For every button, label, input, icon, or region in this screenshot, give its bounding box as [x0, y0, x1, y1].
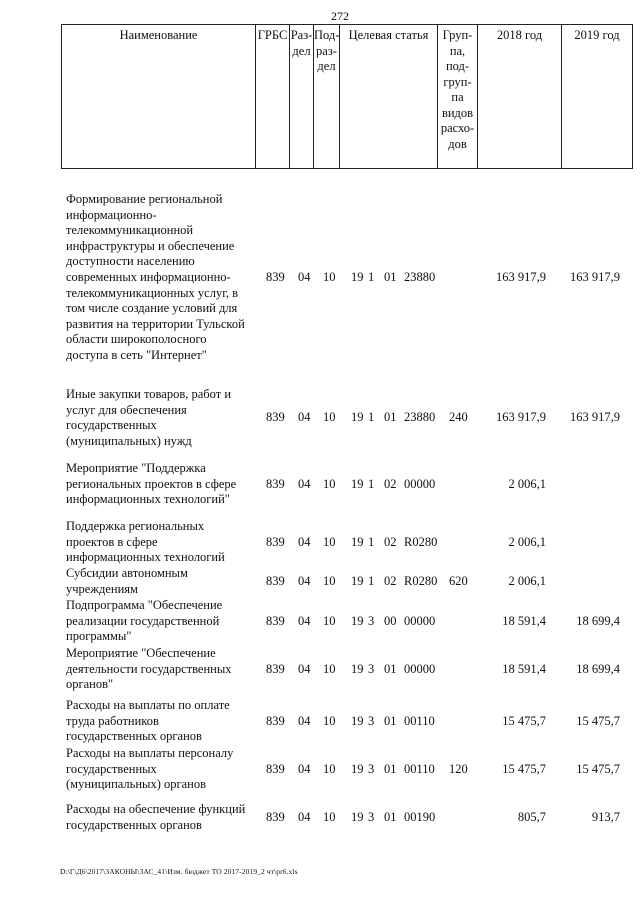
row-name-line: реализации государственной: [66, 613, 220, 628]
target-program-cell: 19: [351, 809, 364, 824]
target-subprogram-cell: 3: [368, 613, 375, 628]
row-name-line: Формирование региональной: [66, 192, 223, 206]
page-number: 272: [331, 9, 349, 23]
amount-2018-cell: 163 917,9: [496, 410, 546, 425]
podrazdel-cell: 10: [323, 573, 336, 588]
grbs-cell: 839: [266, 613, 285, 628]
row-name-line: деятельности государственных: [66, 661, 232, 676]
grbs-cell: 839: [266, 661, 285, 676]
amount-2018-cell: 2 006,1: [508, 573, 546, 588]
amount-2018-cell: 805,7: [517, 809, 546, 824]
target-event-cell: 02: [384, 476, 397, 491]
target-code-cell: 23880: [404, 410, 436, 425]
row-name-line: Поддержка региональных: [66, 519, 205, 533]
razdel-cell: 04: [298, 476, 311, 491]
row-name: [66, 802, 262, 833]
expense-group-cell: 240: [449, 410, 468, 425]
row-name-line: информационно-: [66, 207, 157, 222]
row-name: [66, 566, 262, 597]
header-group-line: под-: [445, 59, 470, 73]
podrazdel-cell: 10: [323, 761, 336, 776]
target-subprogram-cell: 1: [368, 476, 375, 491]
row-name-line: органов": [66, 677, 114, 692]
row-name: [66, 387, 262, 449]
row-name-line: информационных технологий: [66, 550, 225, 565]
row-name: [66, 746, 262, 793]
podrazdel-cell: 10: [323, 661, 336, 676]
header-podrazdel-line: дел: [317, 59, 336, 73]
amount-2018-cell: 18 591,4: [502, 661, 546, 676]
row-name: [66, 698, 262, 745]
razdel-cell: 04: [298, 534, 311, 549]
header-group-line: па: [451, 90, 464, 104]
amount-2019-cell: 18 699,4: [576, 613, 620, 628]
amount-2018-cell: 15 475,7: [502, 761, 546, 776]
row-name: [66, 192, 262, 364]
row-name-line: региональных проектов в сфере: [66, 476, 237, 491]
header-group-line: Груп-: [442, 28, 473, 42]
razdel-cell: 04: [298, 661, 311, 676]
row-name-line: Мероприятие "Поддержка: [66, 461, 206, 475]
target-subprogram-cell: 1: [368, 534, 375, 549]
row-name-line: доступности населению: [66, 254, 195, 269]
target-subprogram-cell: 1: [368, 270, 375, 284]
target-code-cell: 00000: [404, 613, 436, 628]
amount-2019-cell: 163 917,9: [570, 270, 620, 284]
row-name: [66, 598, 262, 645]
podrazdel-cell: 10: [323, 410, 336, 425]
grbs-cell: 839: [266, 410, 285, 425]
amount-2018-cell: 15 475,7: [502, 713, 546, 728]
podrazdel-cell: 10: [323, 476, 336, 491]
row-name-line: (муниципальных) органов: [66, 777, 207, 792]
target-program-cell: 19: [351, 661, 364, 676]
razdel-cell: 04: [298, 410, 311, 425]
header-group-line: дов: [448, 136, 467, 151]
row-name-line: программы": [66, 629, 132, 644]
target-program-cell: 19: [351, 761, 364, 776]
grbs-cell: 839: [266, 761, 285, 776]
row-name-line: информационных технологий": [66, 492, 230, 507]
target-code-cell: 00110: [404, 761, 435, 776]
row-name: [66, 461, 262, 508]
header-group-line: видов: [441, 105, 474, 120]
header-podrazdel-line: Под-: [314, 28, 340, 42]
grbs-cell: 839: [266, 573, 285, 588]
target-event-cell: 01: [384, 713, 397, 728]
header-grbs: ГРБС: [256, 25, 290, 168]
target-subprogram-cell: 3: [368, 761, 375, 776]
row-name-line: Подпрограмма "Обеспечение: [66, 598, 223, 612]
row-name: [66, 646, 262, 693]
row-name-line: доступа в сеть "Интернет": [66, 347, 207, 362]
podrazdel-cell: 10: [323, 809, 336, 824]
target-subprogram-cell: 3: [368, 809, 375, 824]
target-code-cell: 00000: [404, 476, 436, 491]
row-name-line: Расходы на обеспечение функций: [66, 802, 246, 816]
row-name-line: Расходы на выплаты персоналу: [66, 746, 234, 760]
table-header: [61, 24, 633, 169]
target-event-cell: 00: [384, 613, 397, 628]
header-podrazdel-line: раз-: [316, 43, 337, 58]
podrazdel-cell: 10: [323, 713, 336, 728]
row-name-line: государственных: [66, 418, 157, 433]
target-code-cell: 00190: [404, 809, 436, 824]
amount-2019-cell: 913,7: [591, 809, 620, 824]
row-name-line: Расходы на выплаты по оплате: [66, 698, 230, 712]
target-program-cell: 19: [351, 613, 364, 628]
target-event-cell: 01: [384, 809, 397, 824]
target-program-cell: 19: [351, 410, 364, 425]
target-program-cell: 19: [351, 476, 364, 491]
row-name-line: труда работников: [66, 713, 159, 728]
row-name-line: Мероприятие "Обеспечение: [66, 646, 216, 660]
target-program-cell: 19: [351, 270, 364, 284]
row-name-line: современных информационно-: [66, 269, 231, 284]
target-event-cell: 01: [384, 410, 397, 425]
amount-2019-cell: 18 699,4: [576, 661, 620, 676]
target-program-cell: 19: [351, 534, 364, 549]
row-name-line: (муниципальных) нужд: [66, 433, 192, 448]
row-name-line: том числе создание условий для: [66, 301, 238, 316]
target-event-cell: 01: [384, 661, 397, 676]
amount-2019-cell: 15 475,7: [576, 761, 620, 776]
amount-2018-cell: 163 917,9: [496, 270, 546, 284]
file-path-footer: D:\Г\Д6\2017\ЗАКОНЫ\ЗАС_41\Изм. бюджет ТО 2017-2019_2 чт\рr6.xls: [60, 867, 298, 876]
grbs-cell: 839: [266, 534, 285, 549]
amount-2019-cell: 163 917,9: [570, 410, 620, 425]
row-name-line: Субсидии автономным: [66, 566, 188, 580]
amount-2018-cell: 18 591,4: [502, 613, 546, 628]
razdel-cell: 04: [298, 761, 311, 776]
razdel-cell: 04: [298, 613, 311, 628]
row-name-line: развития на территории Тульской: [66, 316, 245, 331]
row-name-line: услуг для обеспечения: [66, 402, 187, 417]
razdel-cell: 04: [298, 809, 311, 824]
podrazdel-cell: 10: [323, 613, 336, 628]
amount-2018-cell: 2 006,1: [508, 476, 546, 491]
header-2018: 2018 год: [478, 25, 562, 168]
row-name-line: телекоммуникационных услуг, в: [66, 285, 239, 300]
target-event-cell: 02: [384, 573, 397, 588]
target-subprogram-cell: 3: [368, 713, 375, 728]
row-name-line: государственных органов: [66, 817, 202, 832]
target-code-cell: 23880: [404, 270, 436, 284]
podrazdel-cell: 10: [323, 270, 336, 284]
target-event-cell: 01: [384, 270, 397, 284]
row-name-line: Иные закупки товаров, работ и: [66, 387, 232, 401]
row-name-line: телекоммуникационной: [66, 223, 194, 238]
header-target: Целевая статья: [340, 25, 438, 168]
amount-2018-cell: 2 006,1: [508, 534, 546, 549]
target-subprogram-cell: 1: [368, 410, 375, 425]
podrazdel-cell: 10: [323, 534, 336, 549]
target-program-cell: 19: [351, 713, 364, 728]
header-group-line: расхо-: [440, 121, 475, 135]
row-name-line: государственных: [66, 761, 157, 776]
amount-2019-cell: 15 475,7: [576, 713, 620, 728]
row-name-line: государственных органов: [66, 729, 202, 744]
expense-group-cell: 120: [449, 761, 468, 776]
row-name: [66, 519, 262, 566]
expense-group-cell: 620: [449, 573, 468, 588]
razdel-cell: 04: [298, 713, 311, 728]
target-code-cell: R0280: [404, 573, 438, 588]
grbs-cell: 839: [266, 476, 285, 491]
razdel-cell: 04: [298, 270, 311, 284]
target-code-cell: 00000: [404, 661, 436, 676]
header-razdel: [290, 25, 314, 168]
row-name-line: проектов в сфере: [66, 534, 158, 549]
target-code-cell: 00110: [404, 713, 435, 728]
target-subprogram-cell: 3: [368, 661, 375, 676]
grbs-cell: 839: [266, 270, 285, 284]
grbs-cell: 839: [266, 713, 285, 728]
target-program-cell: 19: [351, 573, 364, 588]
header-2019: 2019 год: [574, 28, 620, 42]
header-razdel-line: Раз-: [290, 28, 313, 42]
target-event-cell: 01: [384, 761, 397, 776]
target-subprogram-cell: 1: [368, 573, 375, 588]
row-name-line: учреждениям: [66, 581, 138, 596]
header-name: Наименование: [62, 25, 256, 168]
grbs-cell: 839: [266, 809, 285, 824]
target-event-cell: 02: [384, 534, 397, 549]
header-group-line: па,: [449, 43, 466, 58]
header-podrazdel: [314, 25, 340, 168]
header-razdel-line: дел: [292, 43, 311, 58]
row-name-line: области широкополосного: [66, 332, 207, 347]
razdel-cell: 04: [298, 573, 311, 588]
header-group: [438, 25, 478, 168]
target-code-cell: R0280: [404, 534, 438, 549]
row-name-line: инфраструктуры и обеспечение: [66, 238, 235, 253]
header-group-line: груп-: [443, 74, 472, 89]
